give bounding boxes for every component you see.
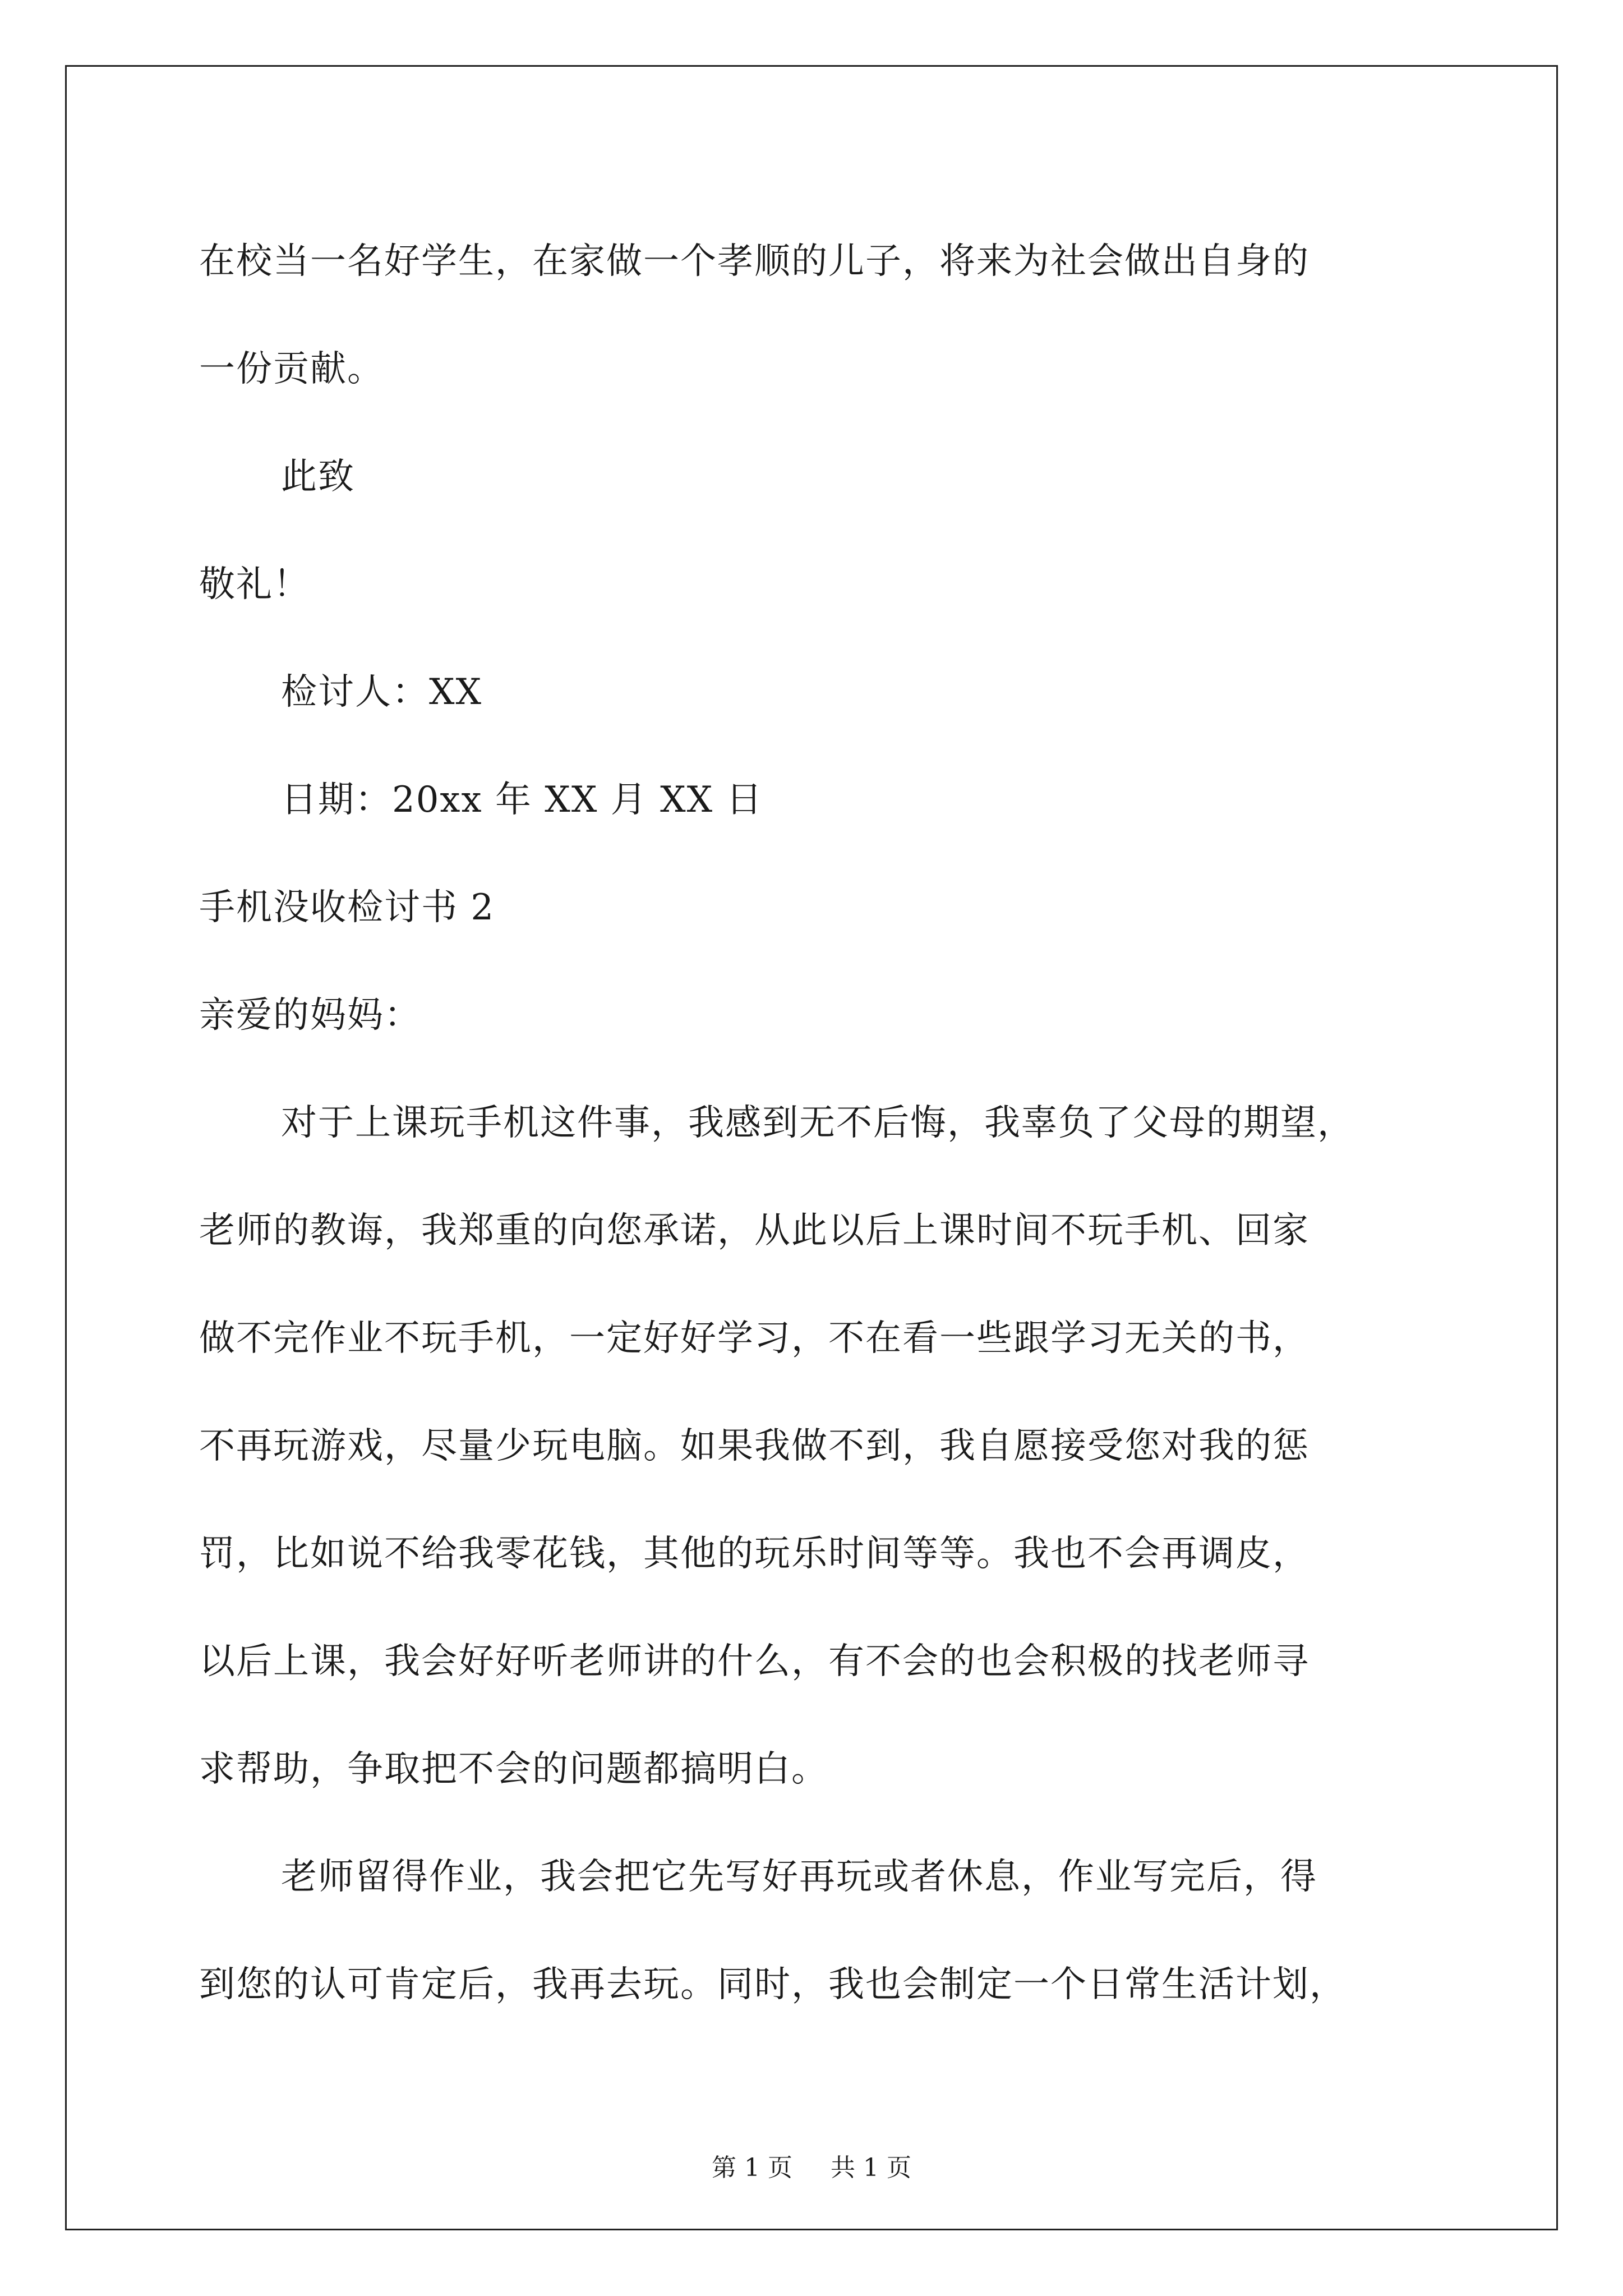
closing-regards: 敬礼！ xyxy=(199,564,310,605)
paragraph-line: 以后上课，我会好好听老师讲的什么，有不会的也会积极的找老师寻 xyxy=(199,1641,1310,1682)
paragraph-line: 不再玩游戏，尽量少玩电脑。如果我做不到，我自愿接受您对我的惩 xyxy=(199,1425,1310,1467)
paragraph-line: 求帮助，争取把不会的问题都搞明白。 xyxy=(199,1749,828,1790)
page-footer xyxy=(0,2151,1623,2185)
page-total: 共 1 页 xyxy=(831,2154,911,2182)
paragraph-line: 老师的教诲，我郑重的向您承诺，从此以后上课时间不玩手机、回家 xyxy=(199,1210,1310,1251)
paragraph-line: 在校当一名好学生，在家做一个孝顺的儿子，将来为社会做出自身的 xyxy=(199,241,1310,282)
section-title: 手机没收检讨书 2 xyxy=(199,887,495,928)
page-number: 第 1 页 xyxy=(712,2154,792,2182)
letter-greeting: 亲爱的妈妈： xyxy=(199,995,421,1036)
document-body xyxy=(199,208,1433,2039)
paragraph-line: 到您的认可肯定后，我再去玩。同时，我也会制定一个日常生活计划， xyxy=(199,1964,1347,2005)
paragraph-line: 老师留得作业，我会把它先写好再玩或者休息，作业写完后，得 xyxy=(281,1856,1317,1898)
author-signature: 检讨人：XX xyxy=(281,671,483,713)
paragraph-line: 做不完作业不玩手机，一定好好学习，不在看一些跟学习无关的书， xyxy=(199,1318,1310,1359)
date-line: 日期：20xx 年 XX 月 XX 日 xyxy=(281,779,763,821)
paragraph-line: 罚，比如说不给我零花钱，其他的玩乐时间等等。我也不会再调皮， xyxy=(199,1533,1310,1575)
closing-salutation: 此致 xyxy=(281,456,355,498)
paragraph-line: 一份贡献。 xyxy=(199,348,384,390)
paragraph-line: 对于上课玩手机这件事，我感到无不后悔，我辜负了父母的期望， xyxy=(281,1102,1354,1144)
